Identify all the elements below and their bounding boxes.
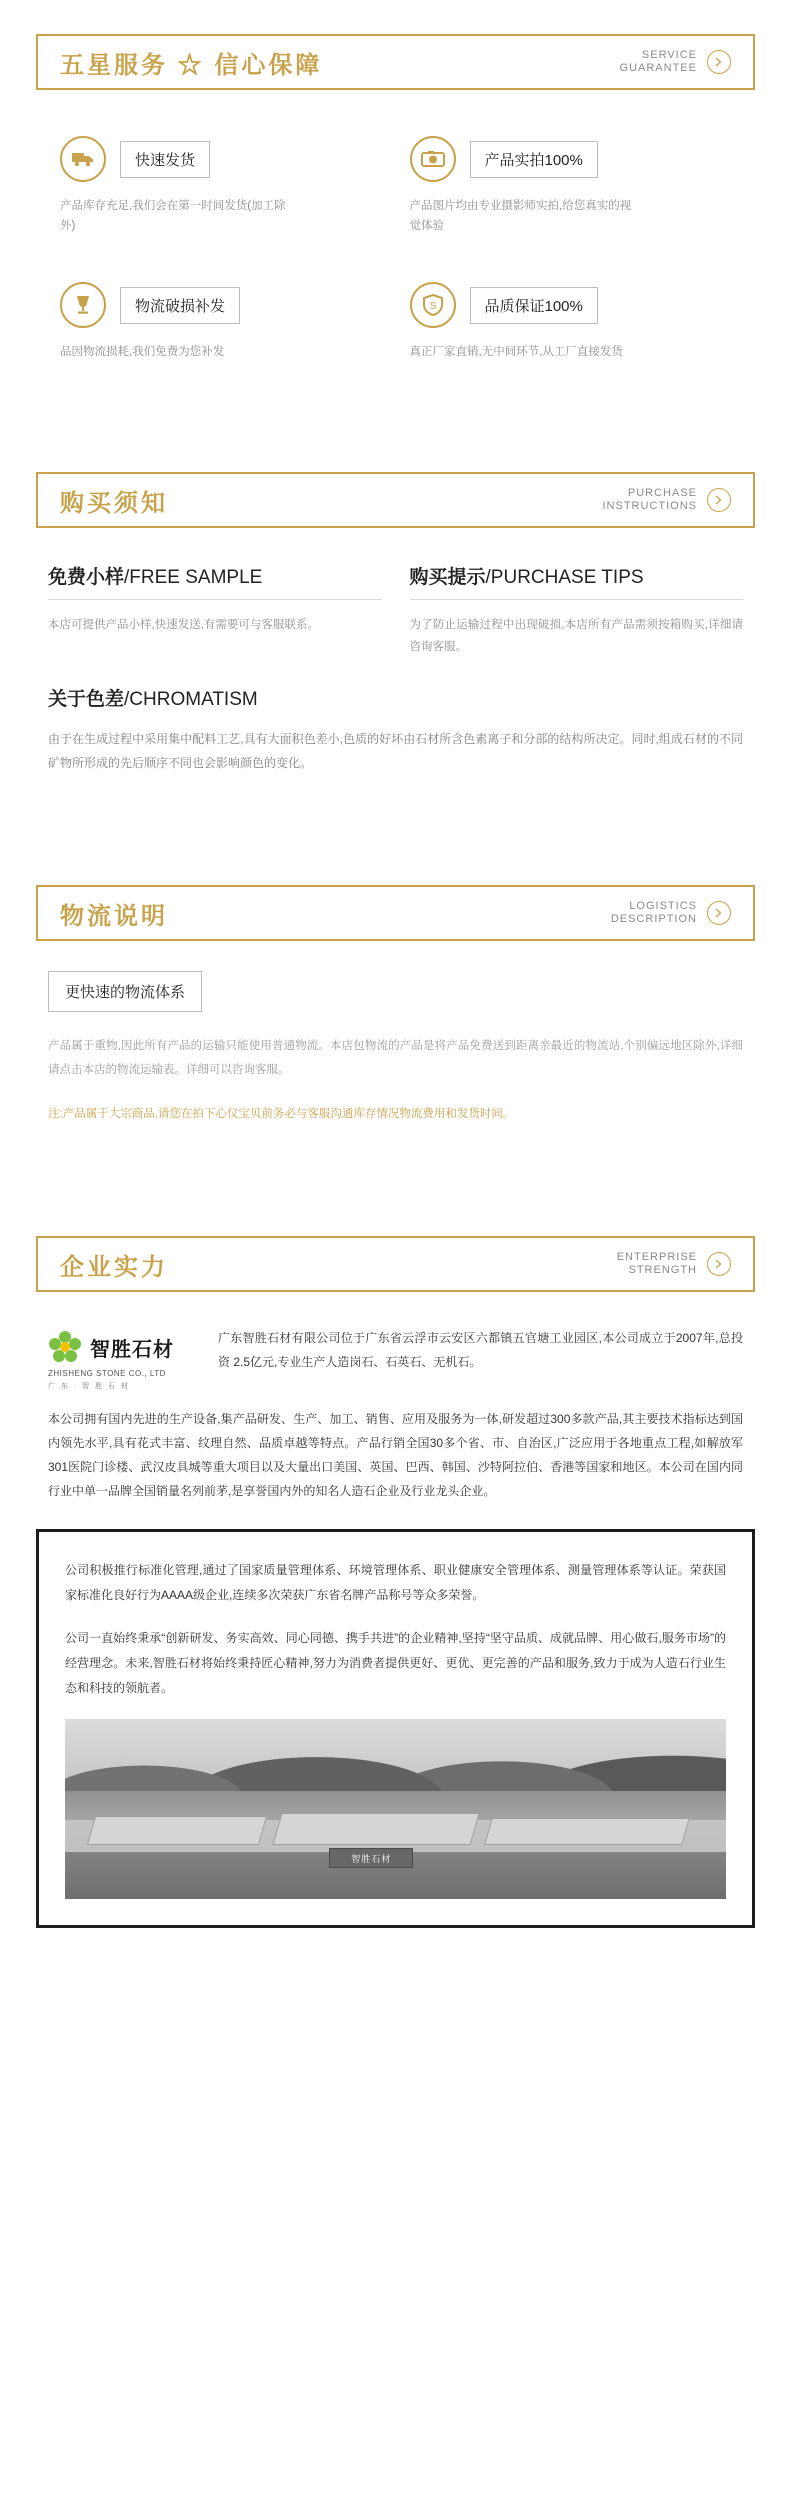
logistics-badge: 更快速的物流体系: [48, 971, 202, 1012]
logo-company-name-en: ZHISHENG STONE CO., LTD: [48, 1369, 166, 1378]
service-item-head: [410, 136, 732, 182]
service-items-grid: [60, 136, 731, 362]
enterprise-body: [48, 1326, 743, 1503]
service-item: [60, 282, 382, 362]
section-header-right-purchase: [603, 487, 732, 513]
service-item-head: [410, 282, 732, 328]
section-title-enterprise: 企业实力: [60, 1253, 168, 1281]
chromatism-title: [48, 684, 743, 721]
purchase-tips-text: 为了防止运输过程中出现破损,本店所有产品需须按箱购买,详细请咨询客服。: [409, 619, 743, 653]
purchase-body: [48, 562, 743, 775]
logo-row: [48, 1330, 198, 1364]
enterprise-framed-p2: 公司一直始终秉承“创新研发、务实高效、同心同德、携手共进”的企业精神,坚持“坚守品质、成就品牌、用心做石,服务市场”的经营理念。未来,智胜石材将始终秉持匠心精神,努力为消费者提供更好、更优、更完善的产品和服务,致力于成为人造石行业生态和科技的领航者。: [65, 1631, 726, 1695]
free-sample-block: [48, 562, 382, 658]
chromatism-text: 由于在生成过程中采用集中配料工艺,具有大面积色差小,色质的好坏由石材所含色素离子和分部的结构所决定。同时,组成石材的不同矿物所形成的先后顺序不同也会影响颜色的变化。: [48, 732, 743, 770]
service-item-label: 产品实拍100%: [470, 141, 598, 178]
section-header-enterprise: [36, 1236, 755, 1292]
section-subtitle-line2: DESCRIPTION: [610, 913, 697, 925]
enterprise-intro: 广东智胜石材有限公司位于广东省云浮市云安区六都镇五官塘工业园区,本公司成立于2007年,总投资 2.5亿元,专业生产人造岗石、石英石、无机石。: [218, 1331, 743, 1369]
bottom-spacer: [0, 1928, 791, 1972]
section-header-logistics: [36, 885, 755, 941]
section-subtitle-service: [620, 49, 697, 75]
section-subtitle-enterprise: [617, 1251, 697, 1277]
spacer: [0, 362, 791, 424]
free-sample-title-en: /FREE SAMPLE: [124, 567, 263, 588]
shield-s-icon: [410, 282, 456, 328]
svg-text:S: S: [429, 301, 436, 312]
purchase-pair-row: [48, 562, 743, 658]
enterprise-framed-block: [36, 1529, 755, 1928]
section-subtitle-line2: INSTRUCTIONS: [602, 500, 697, 512]
service-item-desc: 产品库存充足,我们会在第一时间发货(加工除外): [60, 200, 286, 232]
section-header-right-logistics: [611, 900, 731, 926]
service-item-desc: 产品图片均由专业摄影师实拍,给您真实的视觉体验: [409, 200, 632, 232]
arrow-right-icon[interactable]: [707, 488, 731, 512]
spacer: [0, 1188, 791, 1236]
enterprise-framed-p1: 公司积极推行标准化管理,通过了国家质量管理体系、环境管理体系、职业健康安全管理体系、测量管理体系等认证。荣获国家标准化良好行为AAAA级企业,连续多次荣获广东省名牌产品称号等众多荣誉。: [65, 1563, 726, 1602]
section-header-right-enterprise: [617, 1251, 731, 1277]
service-item: [410, 282, 732, 362]
arrow-right-icon[interactable]: [707, 901, 731, 925]
service-item-label: 快速发货: [120, 141, 210, 178]
enterprise-body-text: 本公司拥有国内先进的生产设备,集产品研发、生产、加工、销售、应用及服务为一体,研发超过300多款产品,其主要技术指标达到国内领先水平,具有花式丰富、纹理自然、品质卓越等特点。产品行销全国30多个省、市、自治区,广泛应用于各地重点工程,如解放军301医院门诊楼、武汉皮具城等重大项目以及大量出口美国、英国、巴西、韩国、沙特阿拉伯、香港等国家和地区。本公司在国内同行业中单一品牌全国销量名列前茅,是享誉国内外的知名人造石企业及行业龙头企业。: [48, 1412, 743, 1498]
enterprise-top: [48, 1326, 743, 1391]
section-subtitle-purchase: [603, 487, 698, 513]
flower-logo-icon: [48, 1330, 82, 1364]
goblet-icon: [60, 282, 106, 328]
service-item-desc: 真正厂家直销,无中间环节,从工厂直接发货: [409, 346, 623, 358]
section-subtitle-line2: GUARANTEE: [619, 62, 697, 74]
section-header-right-service: [620, 49, 731, 75]
purchase-tips-block: [410, 562, 744, 658]
logistics-note: 注:产品属于大宗商品,请您在拍下心仪宝贝前务必与客服沟通库存情况物流费用和发货时间。: [48, 1108, 515, 1120]
section-title-service: 五星服务 ☆ 信心保障: [60, 51, 323, 79]
top-spacer: [0, 0, 791, 34]
section-subtitle-line1: SERVICE: [641, 49, 697, 61]
camera-icon: [410, 136, 456, 182]
purchase-tips-title: [410, 562, 744, 600]
photo-company-sign: 智胜石材: [329, 1848, 413, 1868]
logistics-body: [48, 971, 743, 1126]
photo-factory-roof: [272, 1813, 480, 1845]
section-subtitle-line1: LOGISTICS: [629, 900, 697, 912]
section-subtitle-line1: ENTERPRISE: [616, 1251, 697, 1263]
factory-aerial-photo: [65, 1719, 726, 1899]
free-sample-title: [48, 562, 382, 600]
company-logo: [48, 1326, 198, 1391]
spacer: [0, 775, 791, 837]
spacer: [0, 424, 791, 472]
free-sample-text: 本店可提供产品小样,快速发送,有需要可与客服联系。: [48, 619, 319, 631]
arrow-right-icon[interactable]: [707, 1252, 731, 1276]
service-item: [410, 136, 732, 236]
chromatism-title-cn: 关于色差: [48, 689, 125, 710]
section-title-logistics: 物流说明: [60, 902, 168, 930]
service-item-label: 品质保证100%: [470, 287, 598, 324]
arrow-right-icon[interactable]: [707, 50, 731, 74]
service-item-label: 物流破损补发: [120, 287, 240, 324]
photo-factory-roof: [484, 1818, 690, 1845]
section-title-purchase: 购买须知: [60, 489, 168, 517]
free-sample-title-cn: 免费小样: [48, 567, 125, 588]
service-item-desc: 品因物流损耗,我们免费为您补发: [60, 346, 225, 358]
truck-icon: [60, 136, 106, 182]
service-item-head: [60, 136, 382, 182]
spacer: [0, 837, 791, 885]
purchase-tips-title-cn: 购买提示: [409, 567, 486, 588]
spacer: [0, 1126, 791, 1188]
section-header-service: [36, 34, 755, 90]
purchase-tips-title-en: /PURCHASE TIPS: [485, 567, 644, 588]
section-subtitle-line2: STRENGTH: [628, 1264, 697, 1276]
chromatism-block: [48, 684, 743, 775]
logistics-text: 产品属于重物,因此所有产品的运输只能使用普通物流。本店包物流的产品是将产品免费送到距离亲最近的物流站,个别偏远地区除外,详细请点击本店的物流运输表。详细可以咨询客服。: [48, 1040, 743, 1076]
photo-factory-roof: [87, 1816, 267, 1845]
logo-company-subtitle: 广 东 · 智 胜 石 材: [48, 1383, 130, 1390]
service-item: [60, 136, 382, 236]
chromatism-title-en: /CHROMATISM: [124, 689, 258, 710]
section-subtitle-logistics: [611, 900, 697, 926]
logo-company-name-cn: 智胜石材: [90, 1338, 174, 1361]
section-subtitle-line1: PURCHASE: [627, 487, 697, 499]
section-header-purchase: [36, 472, 755, 528]
service-item-head: [60, 282, 382, 328]
